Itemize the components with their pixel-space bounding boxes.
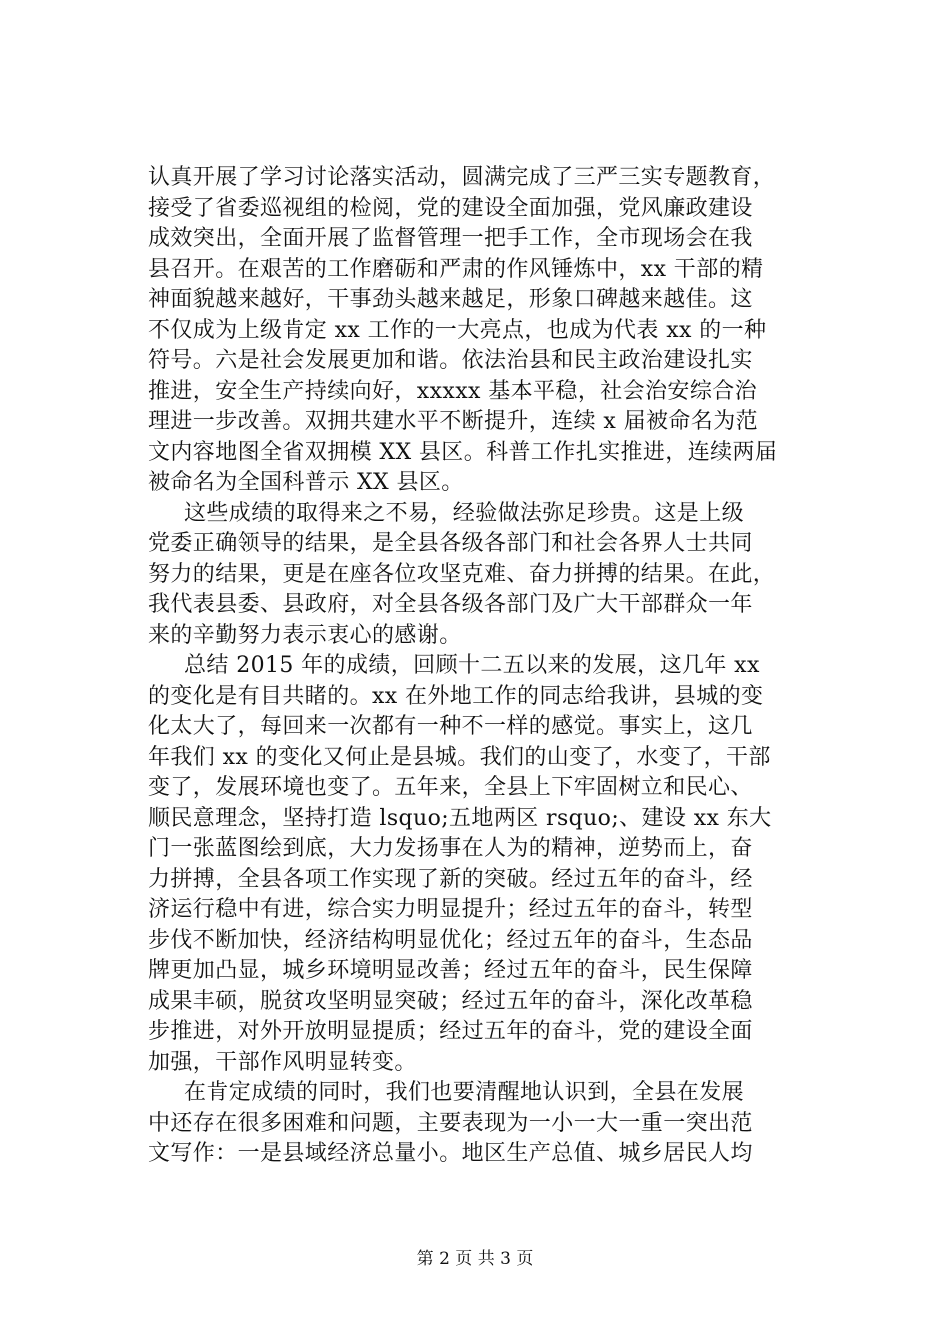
paragraph [148, 651, 828, 1078]
text-line: 济运行稳中有进，综合实力明显提升；经过五年的奋斗，转型 [148, 897, 753, 922]
text-line: 被命名为全国科普示 XX 县区。 [148, 470, 464, 495]
text-line: 门一张蓝图绘到底，大力发扬事在人为的精神，逆势而上，奋 [148, 836, 753, 861]
document-body [148, 163, 828, 1170]
text-line: 这些成绩的取得来之不易，经验做法弥足珍贵。这是上级 [184, 500, 745, 526]
text-line: 化太大了，每回来一次都有一种不一样的感觉。事实上，这几 [148, 714, 753, 739]
text-line: 努力的结果，更是在座各位攻坚克难、奋力拼搏的结果。在此， [148, 561, 776, 587]
text-line: 理进一步改善。双拥共建水平不断提升，连续 x 届被命名为范 [148, 409, 758, 434]
text-line: 在肯定成绩的同时，我们也要清醒地认识到，全县在发展 [184, 1080, 745, 1105]
text-line: 总结 2015 年的成绩，回顾十二五以来的发展，这几年 xx [184, 653, 760, 678]
text-line: 中还存在很多困难和问题，主要表现为一小一大一重一突出范 [148, 1110, 753, 1136]
text-line: 成果丰硕，脱贫攻坚明显突破；经过五年的奋斗，深化改革稳 [148, 988, 753, 1014]
text-line: 步推进，对外开放明显提质；经过五年的奋斗，党的建设全面 [148, 1019, 753, 1044]
text-line: 符号。六是社会发展更加和谐。依法治县和民主政治建设扎实 [148, 348, 753, 373]
text-line: 我代表县委、县政府，对全县各级各部门及广大干部群众一年 [148, 592, 753, 617]
text-line: 接受了省委巡视组的检阅，党的建设全面加强，党风廉政建设 [148, 195, 753, 221]
paragraph [148, 499, 828, 652]
text-line: 步伐不断加快，经济结构明显优化；经过五年的奋斗，生态品 [148, 927, 753, 953]
text-line: 推进，安全生产持续向好，xxxxx 基本平稳，社会治安综合治 [148, 378, 758, 404]
text-line: 文内容地图全省双拥模 XX 县区。科普工作扎实推进，连续两届 [148, 439, 778, 465]
page-footer: 第 2 页 共 3 页 [416, 1249, 534, 1269]
text-line: 不仅成为上级肯定 xx 工作的一大亮点，也成为代表 xx 的一种 [148, 317, 767, 343]
text-line: 力拼搏，全县各项工作实现了新的突破。经过五年的奋斗，经 [148, 866, 753, 892]
text-line: 认真开展了学习讨论落实活动，圆满完成了三严三实专题教育， [148, 165, 776, 190]
paragraph [148, 163, 828, 499]
text-line: 神面貌越来越好，干事劲头越来越足，形象口碑越来越佳。这 [148, 287, 753, 312]
paragraph [148, 1078, 828, 1170]
text-line: 加强，干部作风明显转变。 [148, 1049, 417, 1075]
text-line: 党委正确领导的结果，是全县各级各部门和社会各界人士共同 [148, 531, 753, 556]
text-line: 牌更加凸显，城乡环境明显改善；经过五年的奋斗，民生保障 [148, 958, 753, 983]
text-line: 文写作：一是县域经济总量小。地区生产总值、城乡居民人均 [148, 1141, 753, 1166]
text-line: 县召开。在艰苦的工作磨砺和严肃的作风锤炼中，xx 干部的精 [148, 256, 764, 282]
text-line: 的变化是有目共睹的。xx 在外地工作的同志给我讲，县城的变 [148, 683, 764, 709]
text-line: 年我们 xx 的变化又何止是县城。我们的山变了，水变了，干部 [148, 744, 771, 770]
text-line: 成效突出，全面开展了监督管理一把手工作，全市现场会在我 [148, 226, 753, 251]
text-line: 顺民意理念，坚持打造 lsquo;五地两区 rsquo;、建设 xx 东大 [148, 805, 772, 831]
text-line: 来的辛勤努力表示衷心的感谢。 [148, 622, 462, 648]
text-line: 变了，发展环境也变了。五年来，全县上下牢固树立和民心、 [148, 775, 753, 800]
